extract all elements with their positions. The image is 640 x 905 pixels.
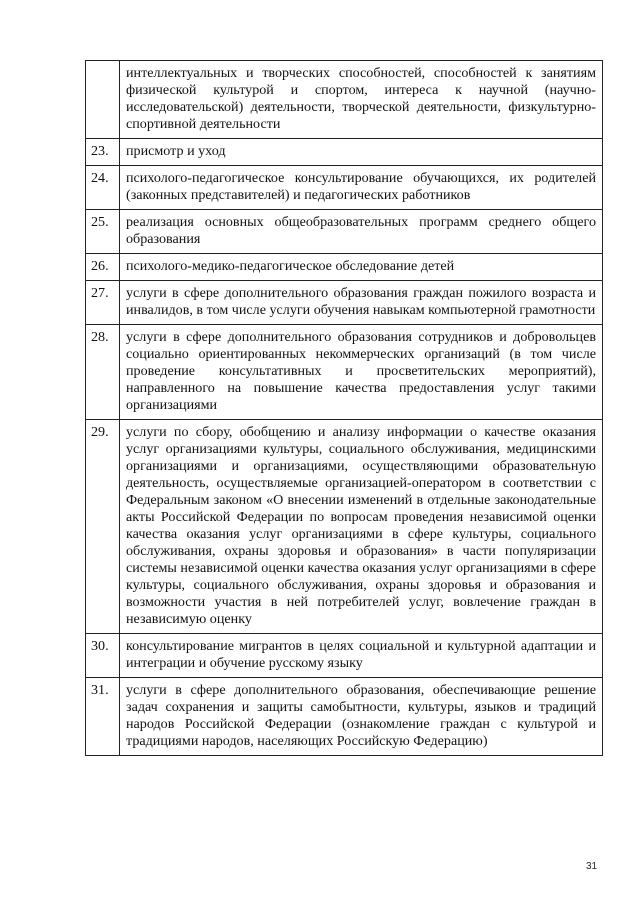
row-text: психолого-медико-педагогическое обследование детей <box>120 254 603 281</box>
row-number <box>86 61 120 139</box>
table-row <box>86 420 603 634</box>
table-row <box>86 139 603 166</box>
page-number: 31 <box>586 861 598 872</box>
row-text: присмотр и уход <box>120 139 603 166</box>
row-number: 24. <box>86 166 120 210</box>
row-number: 23. <box>86 139 120 166</box>
row-text: услуги по сбору, обобщению и анализу информации о качестве оказания услуг организациями культуры, социального обслуживания, медицинскими организациями и организациями, осуществляющими образовательную деятельность, осуществляемые организацией-оператором в соответствии с Федеральным законом «О внесении изменений в отдельные законодательные акты Российской Федерации по вопросам проведения независимой оценки качества оказания услуг организациями в сфере культуры, социального обслуживания, охраны здоровья и образования» в части популяризации системы независимой оценки качества оказания услуг организациями в сфере культуры, социального обслуживания, охраны здоровья и образования и возможности участия в ней потребителей услуг, вовлечение граждан в независимую оценку <box>120 420 603 634</box>
table-row <box>86 325 603 420</box>
row-number: 28. <box>86 325 120 420</box>
row-number: 26. <box>86 254 120 281</box>
row-text: услуги в сфере дополнительного образования граждан пожилого возраста и инвалидов, в том числе услуги обучения навыкам компьютерной грамотности <box>120 281 603 325</box>
table-row <box>86 166 603 210</box>
table-row <box>86 678 603 756</box>
row-text: консультирование мигрантов в целях социальной и культурной адаптации и интеграции и обучение русскому языку <box>120 634 603 678</box>
row-number: 27. <box>86 281 120 325</box>
table-row <box>86 634 603 678</box>
services-table <box>85 60 603 756</box>
row-text: психолого-педагогическое консультирование обучающихся, их родителей (законных представителей) и педагогических работников <box>120 166 603 210</box>
row-text: услуги в сфере дополнительного образования, обеспечивающие решение задач сохранения и защиты самобытности, культуры, языков и традиций народов Российской Федерации (ознакомление граждан с культурой и традициями народов, населяющих Российскую Федерацию) <box>120 678 603 756</box>
row-number: 30. <box>86 634 120 678</box>
table-row <box>86 281 603 325</box>
services-table-body <box>86 61 603 756</box>
row-text: реализация основных общеобразовательных программ среднего общего образования <box>120 210 603 254</box>
row-text: интеллектуальных и творческих способностей, способностей к занятиям физической культурой и спортом, интереса к научной (научно-исследовательской) деятельности, творческой деятельности, физкультурно-спортивной деятельности <box>120 61 603 139</box>
table-row <box>86 61 603 139</box>
row-number: 29. <box>86 420 120 634</box>
row-number: 25. <box>86 210 120 254</box>
row-text: услуги в сфере дополнительного образования сотрудников и добровольцев социально ориентированных некоммерческих организаций (в том числе проведение консультативных и просветительских мероприятий), направленного на повышение качества предоставления услуг такими организациями <box>120 325 603 420</box>
table-row <box>86 254 603 281</box>
table-row <box>86 210 603 254</box>
row-number: 31. <box>86 678 120 756</box>
